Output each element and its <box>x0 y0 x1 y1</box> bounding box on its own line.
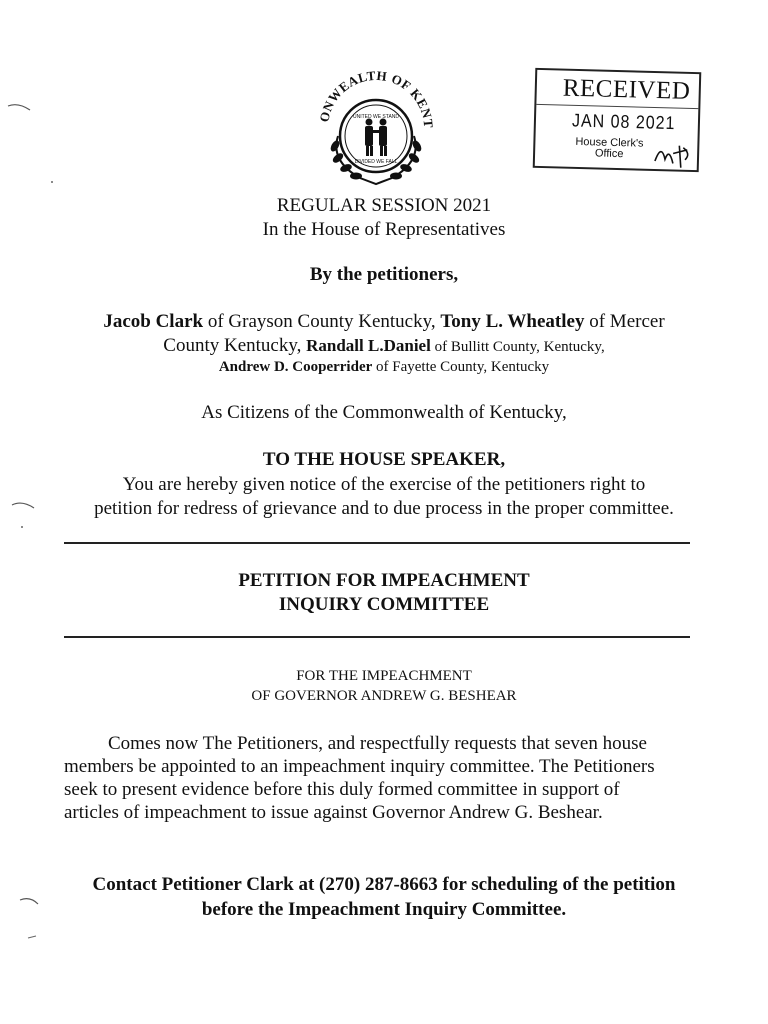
petitioner-name: Andrew D. Cooperrider <box>218 359 373 375</box>
petitioners-line-1: Jacob Clark of Grayson County Kentucky, Tony L. Wheatley of Mercer <box>103 311 665 332</box>
petitioner-name: Randall L.Daniel <box>306 336 431 355</box>
citizens-line: As Citizens of the Commonwealth of Kentucky, <box>201 402 567 423</box>
petition-title-line-1: PETITION FOR IMPEACHMENT <box>238 570 530 591</box>
contact-line-2: before the Impeachment Inquiry Committee. <box>201 899 567 920</box>
stamp-clerk-office: House Clerk's Office <box>575 135 644 161</box>
divider-rule <box>64 542 690 544</box>
by-petitioners-heading: By the petitioners, <box>309 264 459 285</box>
petitioners-line-3: Andrew D. Cooperrider of Fayette County, Kentucky <box>218 359 550 375</box>
clerk-initials-signature <box>653 139 694 170</box>
contact-line-1: Contact Petitioner Clark at (270) 287-8663 for scheduling of the petition <box>92 874 676 895</box>
kentucky-seal <box>300 66 450 194</box>
impeachment-subject-line-1: FOR THE IMPEACHMENT <box>296 668 472 684</box>
petitioner-name: Jacob Clark <box>103 311 204 332</box>
svg-text:DIVIDED WE FALL: DIVIDED WE FALL <box>354 159 398 165</box>
house-heading: In the House of Representatives <box>262 219 506 240</box>
session-heading: REGULAR SESSION 2021 <box>276 195 492 216</box>
petitioner-name: Tony L. Wheatley <box>440 311 585 332</box>
notice-line-2: petition for redress of grievance and to due process in the proper committee. <box>94 498 674 519</box>
stamp-date: JAN 08 2021 <box>571 111 676 134</box>
petitioners-line-2: County Kentucky, Randall L.Daniel of Bullitt County, Kentucky, <box>163 335 605 356</box>
speaker-heading: TO THE HOUSE SPEAKER, <box>262 449 506 470</box>
svg-text:UNITED WE STAND: UNITED WE STAND <box>352 114 400 120</box>
divider-rule <box>64 636 690 638</box>
body-paragraph: Comes now The Petitioners, and respectfully requests that seven house members be appointed to an impeachment inquiry committee. The Petitioners seek to present evidence before this duly formed committee in support of articles of impeachment to issue against Governor Andrew G. Beshear. <box>64 733 655 823</box>
petition-title-line-2: INQUIRY COMMITTEE <box>278 594 490 615</box>
notice-line-1: You are hereby given notice of the exercise of the petitioners right to <box>122 474 646 495</box>
received-stamp <box>533 68 702 172</box>
svg-text:COMMONWEALTH OF KENTUCKY: ONWEALTH OF KENT <box>316 67 437 129</box>
impeachment-subject-line-2: OF GOVERNOR ANDREW G. BESHEAR <box>251 688 517 704</box>
stamp-received-label: RECEIVED <box>562 74 691 105</box>
scan-margin-marks <box>0 0 60 1024</box>
